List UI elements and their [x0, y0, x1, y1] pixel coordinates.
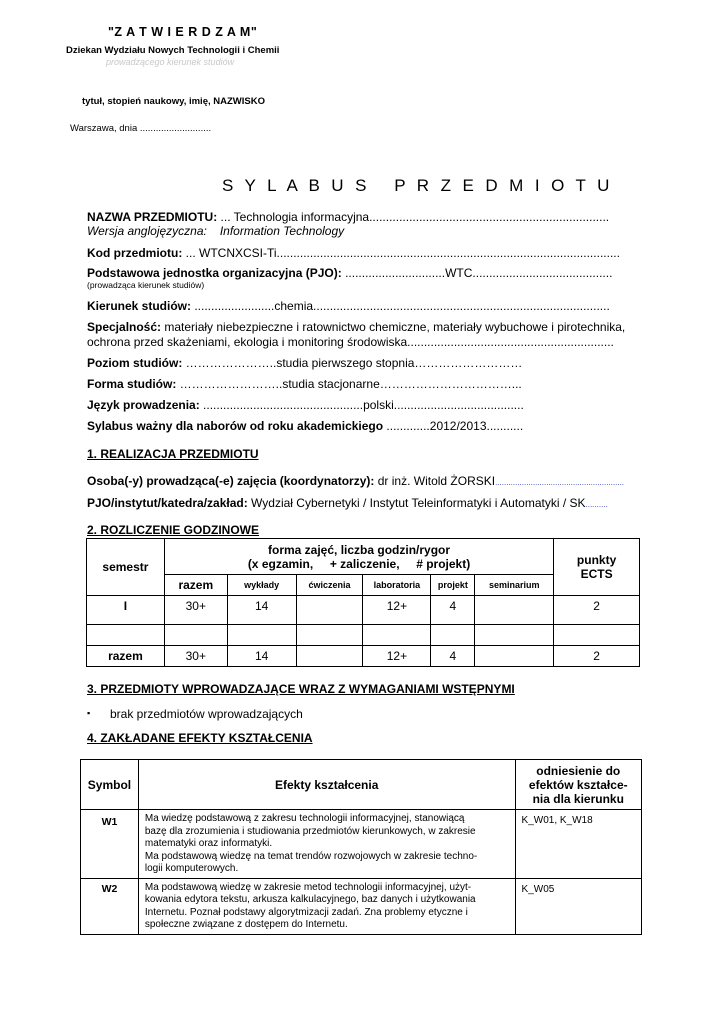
place-date: Warszawa, dnia ........................... [70, 123, 212, 134]
cell-razem: 30+ [164, 596, 227, 625]
cell-wyklady [227, 625, 296, 646]
coordinator-label: Osoba(-y) prowadząca(-e) zajęcia (koordynatorzy): [87, 474, 375, 488]
header-symbol: Symbol [81, 760, 139, 810]
outcome-line: Ma podstawową wiedzę na temat trendów rozwojowych w zakresie techno- [144, 850, 478, 862]
table-row-total [87, 646, 640, 667]
outcome-line: społeczne związane z dostępem do Internetu. [144, 919, 348, 930]
cell-projekt: 4 [431, 596, 475, 625]
bullet-icon: ▪ [87, 708, 91, 718]
cell-sem: razem [87, 646, 165, 667]
header-razem: razem [164, 575, 227, 596]
outcome-line: matematyki oraz informatyki. [144, 838, 273, 849]
coordinator-field [87, 474, 624, 488]
table-row [81, 810, 642, 879]
table-row [81, 878, 642, 934]
subject-name-field [87, 210, 609, 224]
section-3-title: 3. PRZEDMIOTY WPROWADZAJĄCE WRAZ Z WYMAGANIAMI WSTĘPNYMI [87, 682, 515, 696]
pjo-label: Podstawowa jednostka organizacyjna (PJO): [87, 266, 342, 280]
code-field [87, 246, 620, 260]
header-projekt: projekt [431, 575, 475, 596]
cell-seminarium [475, 596, 554, 625]
outcome-line: Ma podstawową wiedzę w zakresie metod technologii informacyjnej, użyt- [144, 881, 472, 893]
cell-laboratoria [363, 625, 431, 646]
table-row [87, 625, 640, 646]
cell-projekt: 4 [431, 646, 475, 667]
dean-note: prowadzącego kierunek studiów [106, 57, 235, 67]
outcome-description [138, 810, 515, 879]
specialty-label: Specjalność: [87, 320, 162, 334]
header-odniesienie-line-2: efektów kształce- [528, 777, 628, 792]
outcome-line: Internetu. Poznał podstawy algorytmizacji zadań. Zna problemy etyczne i [144, 906, 468, 918]
header-efekty: Efekty kształcenia [138, 760, 515, 810]
form-label: Forma studiów: [87, 377, 177, 391]
direction-value: ........................chemia......................................................................................... [191, 299, 610, 313]
subject-name-value: ... Technologia informacyjna........................................................................ [217, 210, 610, 224]
cell-ects: 2 [554, 596, 640, 625]
header-wyklady: wykłady [227, 575, 296, 596]
page-title: S Y L A B U S P R Z E D M I O T U [222, 176, 613, 195]
cell-cwiczenia [296, 625, 363, 646]
cell-razem [164, 625, 227, 646]
cell-ects: 2 [554, 646, 640, 667]
header-odniesienie-line-1: odniesienie do [536, 763, 621, 778]
prerequisite-item: brak przedmiotów wprowadzających [110, 707, 303, 721]
section-2-title: 2. ROZLICZENIE GODZINOWE [87, 523, 260, 537]
level-field [87, 356, 522, 370]
unit-field [87, 496, 608, 510]
header-ects-line-1: punkty [576, 553, 617, 567]
dean-line: Dziekan Wydziału Nowych Technologii i Chemii [66, 45, 280, 56]
cell-sem: I [87, 596, 165, 625]
form-field [87, 377, 522, 391]
header-laboratoria: laboratoria [363, 575, 431, 596]
outcome-symbol: W1 [81, 810, 139, 879]
cell-cwiczenia [296, 646, 363, 667]
header-cwiczenia: ćwiczenia [296, 575, 363, 596]
coordinator-dots: .......................................................... [495, 478, 625, 487]
outcome-line: bazę dla zrozumienia i studiowania przedmiotów kierunkowych, w zakresie [144, 825, 476, 837]
hours-table [86, 538, 640, 667]
pjo-value: ..............................WTC.......................................... [341, 266, 613, 280]
outcome-reference: K_W01, K_W18 [515, 810, 641, 879]
pjo-field [87, 266, 612, 280]
language-label: Język prowadzenia: [87, 398, 200, 412]
specialty-field [87, 320, 625, 334]
outcomes-table [80, 759, 642, 935]
cell-laboratoria: 12+ [363, 596, 431, 625]
language-value: ................................................polski....................................... [199, 398, 524, 412]
approval-title: "Z A T W I E R D Z A M" [108, 25, 258, 39]
outcome-reference: K_W05 [515, 878, 641, 934]
header-odniesienie [515, 760, 641, 810]
coordinator-value: dr inż. Witold ŻORSKI [374, 474, 496, 488]
cell-laboratoria: 12+ [363, 646, 431, 667]
section-4-title: 4. ZAKŁADANE EFEKTY KSZTAŁCENIA [87, 731, 313, 745]
header-odniesienie-line-3: nia dla kierunku [532, 791, 624, 806]
header-semestr: semestr [87, 539, 165, 596]
cell-seminarium [475, 646, 554, 667]
subject-name-label: NAZWA PRZEDMIOTU: [87, 210, 218, 224]
signature-line: tytuł, stopień naukowy, imię, NAZWISKO [82, 96, 265, 107]
section-1-title: 1. REALIZACJA PRZEDMIOTU [87, 447, 259, 461]
table-row [87, 596, 640, 625]
unit-dots: .......... [585, 500, 608, 509]
specialty-value-2: ochrona przed skażeniami, ekologia i monitoring środowiska.............................................................. [87, 335, 614, 349]
validity-field [87, 419, 523, 433]
english-name-label: Wersja anglojęzyczna: [87, 224, 207, 238]
level-label: Poziom studiów: [87, 356, 183, 370]
pjo-note: (prowadząca kierunek studiów) [87, 280, 205, 290]
specialty-value-1: materiały niebezpieczne i ratownictwo chemiczne, materiały wybuchowe i pirotechnika, [161, 320, 626, 334]
cell-ects [554, 625, 640, 646]
header-forma-line-1: forma zajęć, liczba godzin/rygor [268, 542, 451, 557]
level-value: …………………..studia pierwszego stopnia……………………… [182, 356, 523, 370]
header-ects-line-2: ECTS [580, 567, 613, 581]
unit-label: PJO/instytut/katedra/zakład: [87, 496, 248, 510]
outcome-line: kowania edytora tekstu, arkusza kalkulacyjnego, baz danych i użytkowania [144, 894, 476, 905]
english-name-value: Information Technology [219, 224, 345, 238]
cell-cwiczenia [296, 596, 363, 625]
validity-value: .............2012/2013........... [383, 419, 524, 433]
cell-seminarium [475, 625, 554, 646]
unit-value: Wydział Cybernetyki / Instytut Teleinformatyki i Automatyki / SK [247, 496, 586, 510]
direction-label: Kierunek studiów: [87, 299, 192, 313]
outcome-line: logii komputerowych. [144, 863, 239, 874]
code-label: Kod przedmiotu: [87, 246, 183, 260]
validity-label: Sylabus ważny dla naborów od roku akademickiego [87, 419, 384, 433]
cell-sem [87, 625, 165, 646]
header-ects [554, 539, 640, 596]
header-forma-line-2: (x egzamin, + zaliczenie, # projekt) [247, 556, 471, 571]
language-field [87, 398, 524, 412]
code-value: ... WTCNXCSI-Ti....................................................................................................... [182, 246, 620, 260]
direction-field [87, 299, 610, 313]
english-name-field [87, 224, 344, 238]
cell-wyklady: 14 [227, 646, 296, 667]
outcome-description [138, 878, 515, 934]
outcome-line: Ma wiedzę podstawową z zakresu technologii informacyjnej, stanowiącą [144, 813, 465, 824]
cell-projekt [431, 625, 475, 646]
outcome-symbol: W2 [81, 878, 139, 934]
cell-razem: 30+ [164, 646, 227, 667]
cell-wyklady: 14 [227, 596, 296, 625]
form-value: ……………………..studia stacjonarne……………………………... [176, 377, 522, 391]
header-seminarium: seminarium [475, 575, 554, 596]
header-forma [164, 539, 553, 575]
